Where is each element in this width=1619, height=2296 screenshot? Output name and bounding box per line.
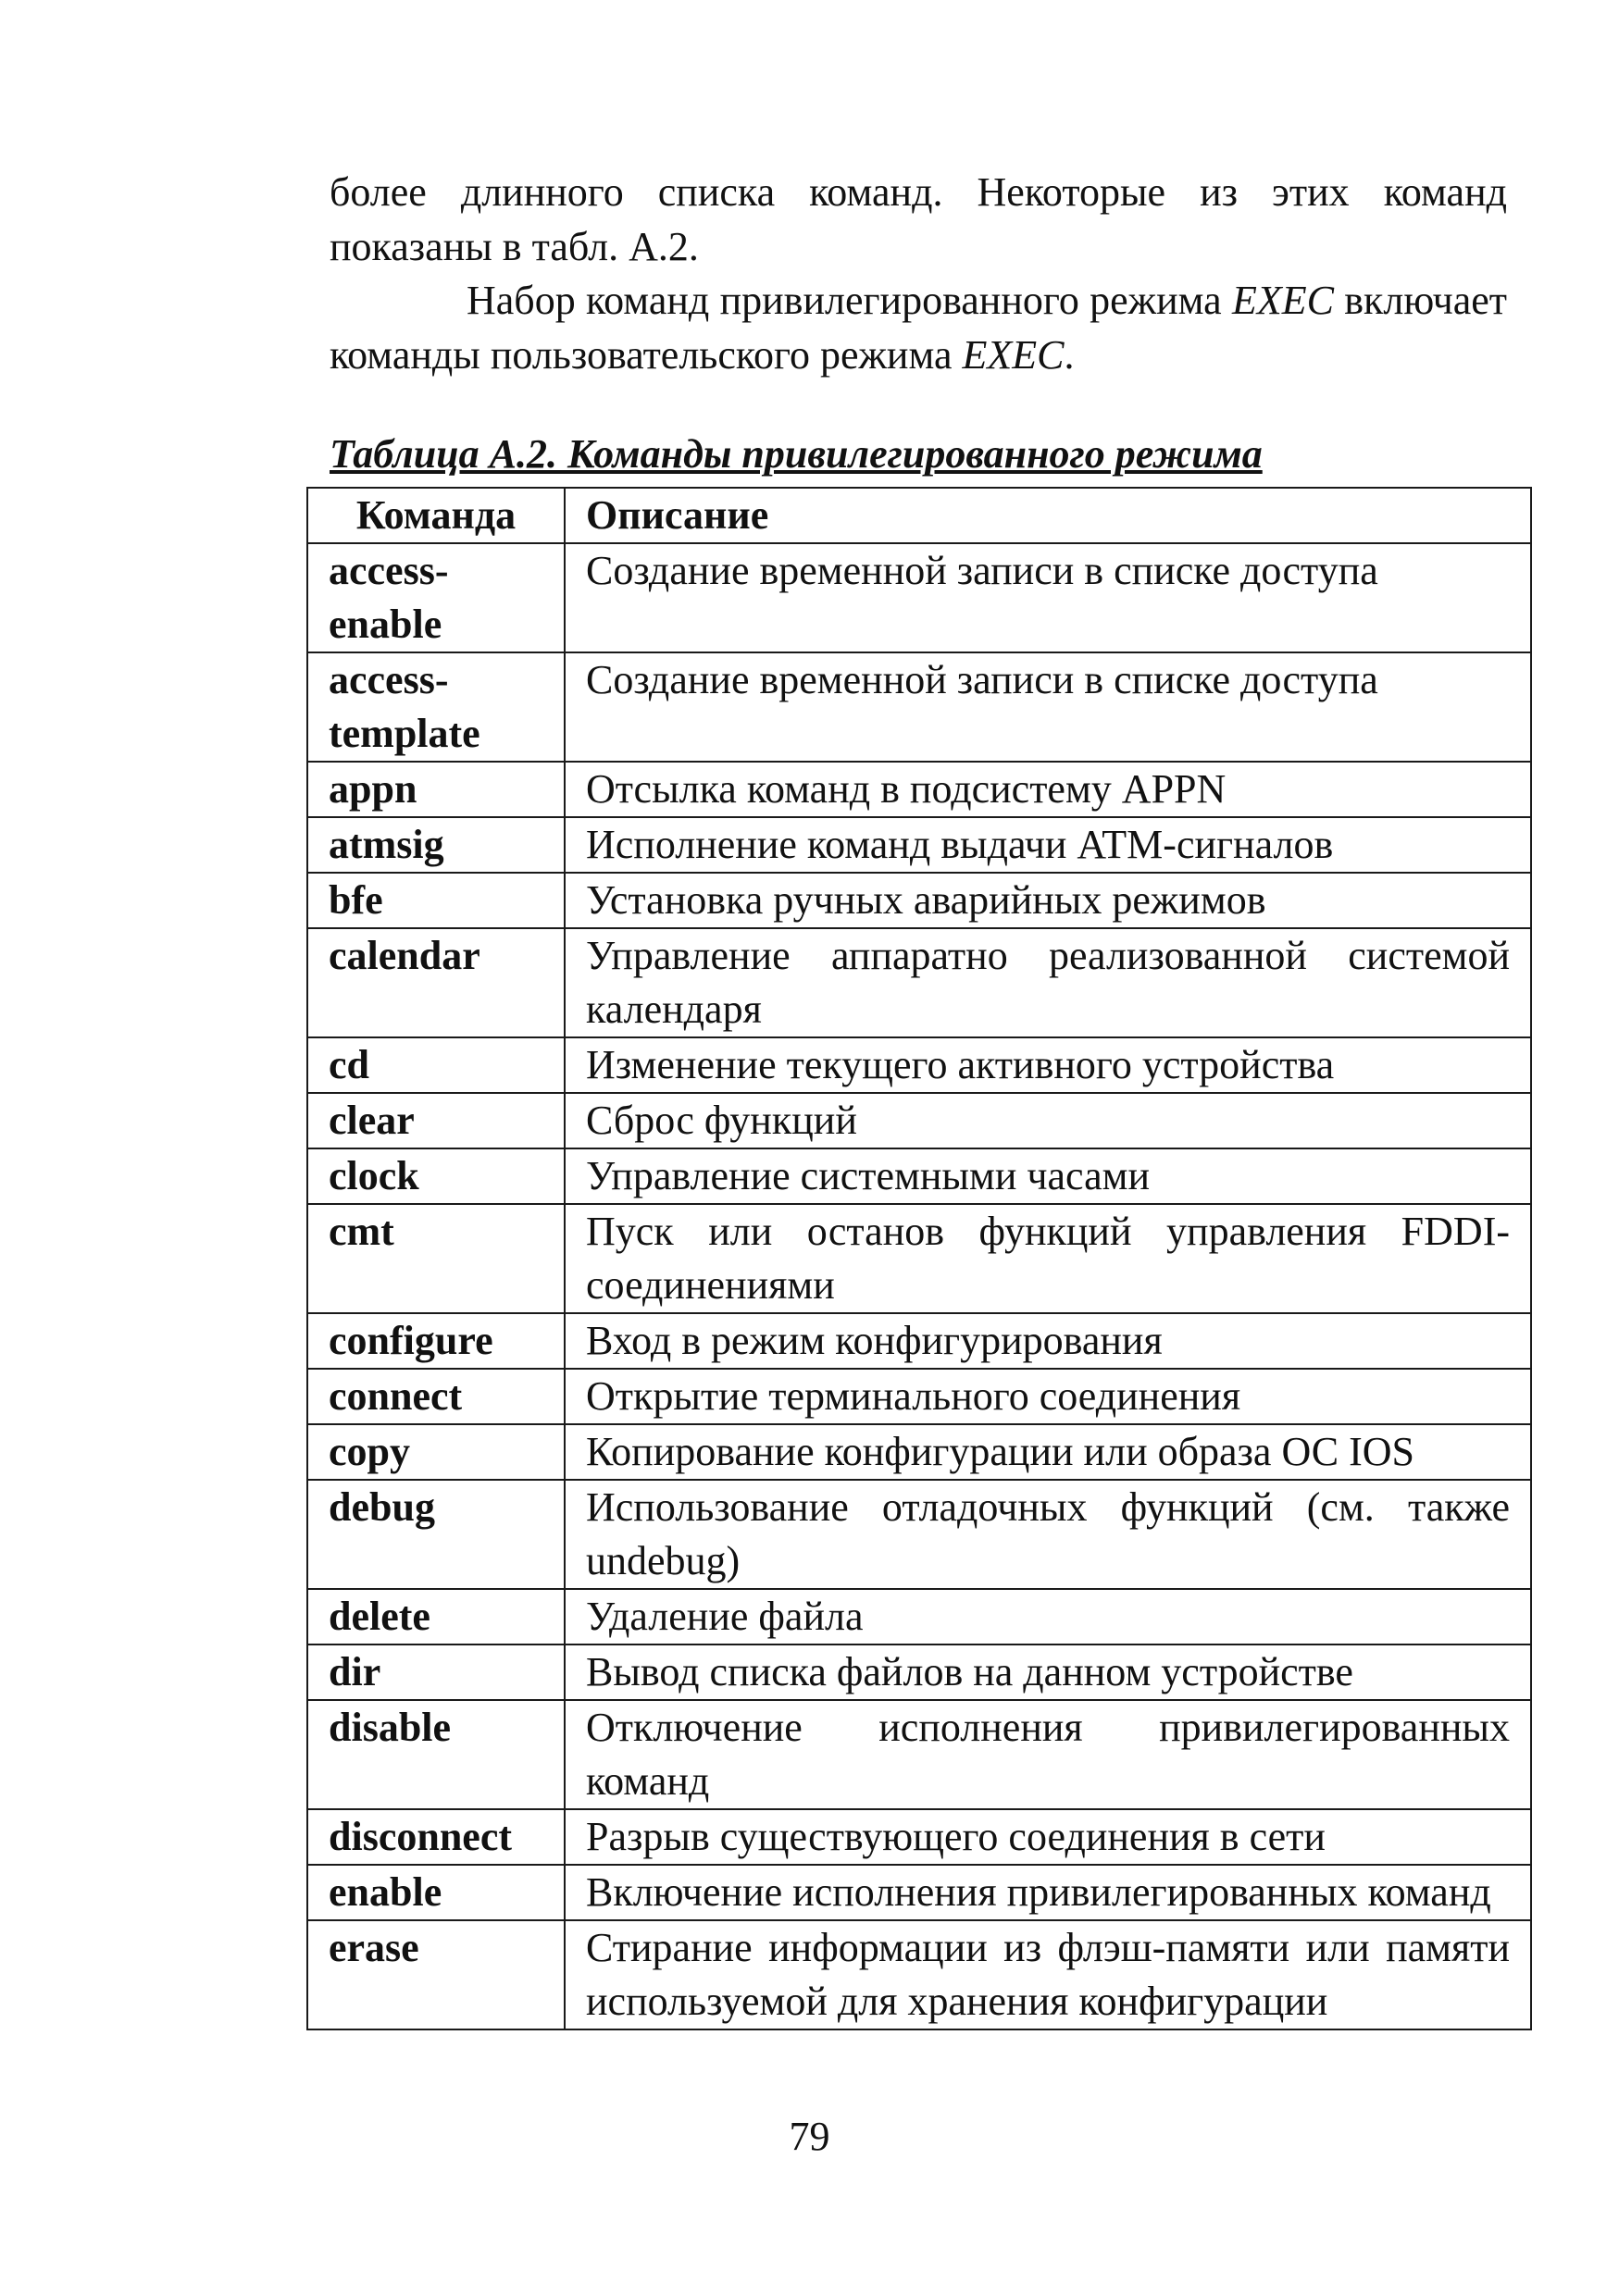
table-row — [307, 873, 1531, 928]
table-row — [307, 1037, 1531, 1093]
table-row — [307, 1644, 1531, 1700]
table-header-row — [307, 488, 1531, 543]
table-row — [307, 1920, 1531, 2029]
page-number: 79 — [789, 2114, 830, 2159]
description-cell: Управление системными часами — [565, 1148, 1531, 1204]
command-cell: configure — [307, 1313, 565, 1369]
description-cell: Использование отладочных функций (см. также undebug) — [565, 1480, 1531, 1589]
command-cell: bfe — [307, 873, 565, 928]
table-row — [307, 1148, 1531, 1204]
description-cell: Изменение текущего активного устройства — [565, 1037, 1531, 1093]
description-cell: Установка ручных аварийных режимов — [565, 873, 1531, 928]
table-row — [307, 1700, 1531, 1809]
command-cell: delete — [307, 1589, 565, 1644]
command-cell: clock — [307, 1148, 565, 1204]
description-cell: Вывод списка файлов на данном устройстве — [565, 1644, 1531, 1700]
command-cell: disconnect — [307, 1809, 565, 1865]
table-row — [307, 817, 1531, 873]
table-row — [307, 543, 1531, 652]
table-row — [307, 1589, 1531, 1644]
command-cell: enable — [307, 1865, 565, 1920]
command-cell: connect — [307, 1369, 565, 1424]
command-cell: access-template — [307, 652, 565, 762]
command-cell: disable — [307, 1700, 565, 1809]
table-caption: Таблица А.2. Команды привилегированного режима — [330, 431, 1263, 477]
column-header-command: Команда — [307, 488, 565, 543]
column-header-description: Описание — [565, 488, 1531, 543]
table-row — [307, 1424, 1531, 1480]
command-cell: debug — [307, 1480, 565, 1589]
exec-term: EXEC — [962, 332, 1065, 378]
description-cell: Разрыв существующего соединения в сети — [565, 1809, 1531, 1865]
command-cell: copy — [307, 1424, 565, 1480]
command-cell: clear — [307, 1093, 565, 1148]
command-cell: calendar — [307, 928, 565, 1037]
description-cell: Исполнение команд выдачи ATM-сигналов — [565, 817, 1531, 873]
description-cell: Открытие терминального соединения — [565, 1369, 1531, 1424]
description-cell: Вход в режим конфигурирования — [565, 1313, 1531, 1369]
description-cell: Включение исполнения привилегированных команд — [565, 1865, 1531, 1920]
paragraph-text-end: . — [1064, 332, 1075, 378]
description-cell: Копирование конфигурации или образа ОС IOS — [565, 1424, 1531, 1480]
second-paragraph — [330, 273, 1507, 382]
commands-table — [306, 487, 1532, 2030]
paragraph-text-middle: включает команды пользовательского режима — [330, 278, 1507, 378]
table-row — [307, 1204, 1531, 1313]
description-cell: Пуск или останов функций управления FDDI-соединениями — [565, 1204, 1531, 1313]
table-row — [307, 1480, 1531, 1589]
description-cell: Создание временной записи в списке доступа — [565, 543, 1531, 652]
table-row — [307, 1093, 1531, 1148]
description-cell: Управление аппаратно реализованной системой календаря — [565, 928, 1531, 1037]
command-cell: cd — [307, 1037, 565, 1093]
description-cell: Отключение исполнения привилегированных команд — [565, 1700, 1531, 1809]
command-cell: appn — [307, 762, 565, 817]
description-cell: Создание временной записи в списке доступа — [565, 652, 1531, 762]
table-row — [307, 1313, 1531, 1369]
table-row — [307, 1369, 1531, 1424]
command-cell: cmt — [307, 1204, 565, 1313]
paragraph-text-start: Набор команд привилегированного режима — [467, 278, 1232, 323]
command-cell: dir — [307, 1644, 565, 1700]
table-row — [307, 652, 1531, 762]
description-cell: Сброс функций — [565, 1093, 1531, 1148]
table-row — [307, 762, 1531, 817]
table-row — [307, 1865, 1531, 1920]
command-cell: access-enable — [307, 543, 565, 652]
table-body — [307, 543, 1531, 2029]
command-cell: erase — [307, 1920, 565, 2029]
description-cell: Стирание информации из флэш-памяти или памяти используемой для хранения конфигурации — [565, 1920, 1531, 2029]
table-row — [307, 1809, 1531, 1865]
command-cell: atmsig — [307, 817, 565, 873]
intro-paragraph: более длинного списка команд. Некоторые из этих команд показаны в табл. А.2. — [330, 169, 1507, 269]
description-cell: Удаление файла — [565, 1589, 1531, 1644]
table-row — [307, 928, 1531, 1037]
exec-term: EXEC — [1231, 278, 1334, 323]
description-cell: Отсылка команд в подсистему APPN — [565, 762, 1531, 817]
